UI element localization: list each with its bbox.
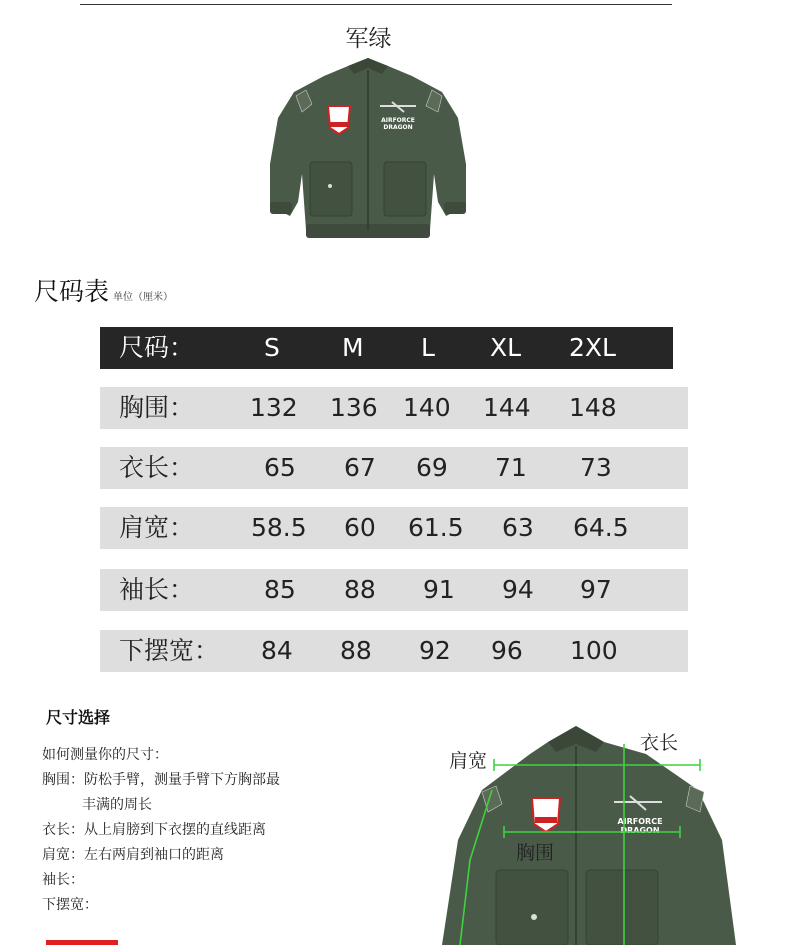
color-name: 军绿 bbox=[345, 26, 392, 52]
size-unit: 单位（厘米） bbox=[113, 292, 174, 303]
table-cell: 60 bbox=[344, 513, 376, 542]
table-cell: 94 bbox=[502, 575, 534, 604]
table-cell: 97 bbox=[580, 575, 612, 604]
table-cell: 84 bbox=[261, 636, 293, 665]
table-row-shoulder bbox=[100, 507, 688, 549]
table-cell: 92 bbox=[419, 636, 451, 665]
row-label: 胸围： bbox=[119, 393, 195, 422]
measure-label-shoulder: 肩宽 bbox=[449, 750, 488, 772]
guide-line: 衣长：从上肩膀到下衣摆的直线距离 bbox=[42, 822, 266, 838]
table-cell: 88 bbox=[344, 575, 376, 604]
table-cell: 63 bbox=[502, 513, 534, 542]
table-cell: 67 bbox=[344, 453, 376, 482]
size-table-header bbox=[100, 327, 673, 369]
size-header-cell: L bbox=[421, 333, 435, 362]
table-row-sleeve bbox=[100, 569, 688, 611]
size-header-cell: XL bbox=[490, 333, 522, 362]
row-label: 袖长： bbox=[119, 575, 195, 604]
table-cell: 71 bbox=[495, 453, 527, 482]
table-cell: 65 bbox=[264, 453, 296, 482]
header-label: 尺码： bbox=[119, 333, 195, 362]
table-cell: 140 bbox=[403, 393, 451, 422]
table-row-hem bbox=[100, 630, 688, 672]
table-cell: 144 bbox=[483, 393, 531, 422]
guide-line: 丰满的周长 bbox=[82, 797, 152, 813]
table-row-chest bbox=[100, 387, 688, 429]
table-cell: 61.5 bbox=[408, 513, 464, 542]
size-guide-title: 尺寸选择 bbox=[46, 708, 111, 727]
table-cell: 100 bbox=[570, 636, 618, 665]
guide-line: 下摆宽： bbox=[42, 897, 98, 913]
red-heading-fragment bbox=[46, 940, 118, 945]
table-cell: 96 bbox=[491, 636, 523, 665]
table-row-length bbox=[100, 447, 688, 489]
table-cell: 132 bbox=[250, 393, 298, 422]
table-cell: 73 bbox=[580, 453, 612, 482]
table-cell: 58.5 bbox=[251, 513, 307, 542]
jacket-patch-text: AIRFORCE bbox=[381, 117, 415, 124]
jacket-patch-text: AIRFORCE bbox=[617, 817, 663, 826]
row-label: 肩宽： bbox=[119, 513, 195, 542]
size-header-cell: M bbox=[342, 333, 364, 362]
table-cell: 136 bbox=[330, 393, 378, 422]
table-cell: 64.5 bbox=[573, 513, 629, 542]
jacket-patch-text: DRAGON bbox=[620, 826, 660, 835]
measure-label-chest: 胸围 bbox=[516, 842, 555, 864]
guide-line: 肩宽：左右两肩到袖口的距离 bbox=[42, 847, 224, 863]
table-cell: 85 bbox=[264, 575, 296, 604]
size-header-cell: S bbox=[264, 333, 280, 362]
jacket-patch-text: DRAGON bbox=[383, 124, 413, 131]
table-cell: 148 bbox=[569, 393, 617, 422]
table-cell: 69 bbox=[416, 453, 448, 482]
measure-label-length: 衣长 bbox=[640, 732, 679, 754]
table-cell: 91 bbox=[423, 575, 455, 604]
guide-line: 如何测量你的尺寸： bbox=[42, 747, 168, 763]
size-header-cell: 2XL bbox=[569, 333, 616, 362]
row-label: 下摆宽： bbox=[119, 636, 220, 665]
jacket-product-image bbox=[262, 54, 474, 242]
top-divider bbox=[80, 4, 672, 5]
guide-line: 袖长： bbox=[42, 872, 84, 888]
row-label: 衣长： bbox=[119, 453, 195, 482]
guide-line: 胸围：防松手臂，测量手臂下方胸部最 bbox=[42, 772, 280, 788]
size-table-title: 尺码表 单位（厘米） bbox=[34, 277, 174, 306]
table-cell: 88 bbox=[340, 636, 372, 665]
